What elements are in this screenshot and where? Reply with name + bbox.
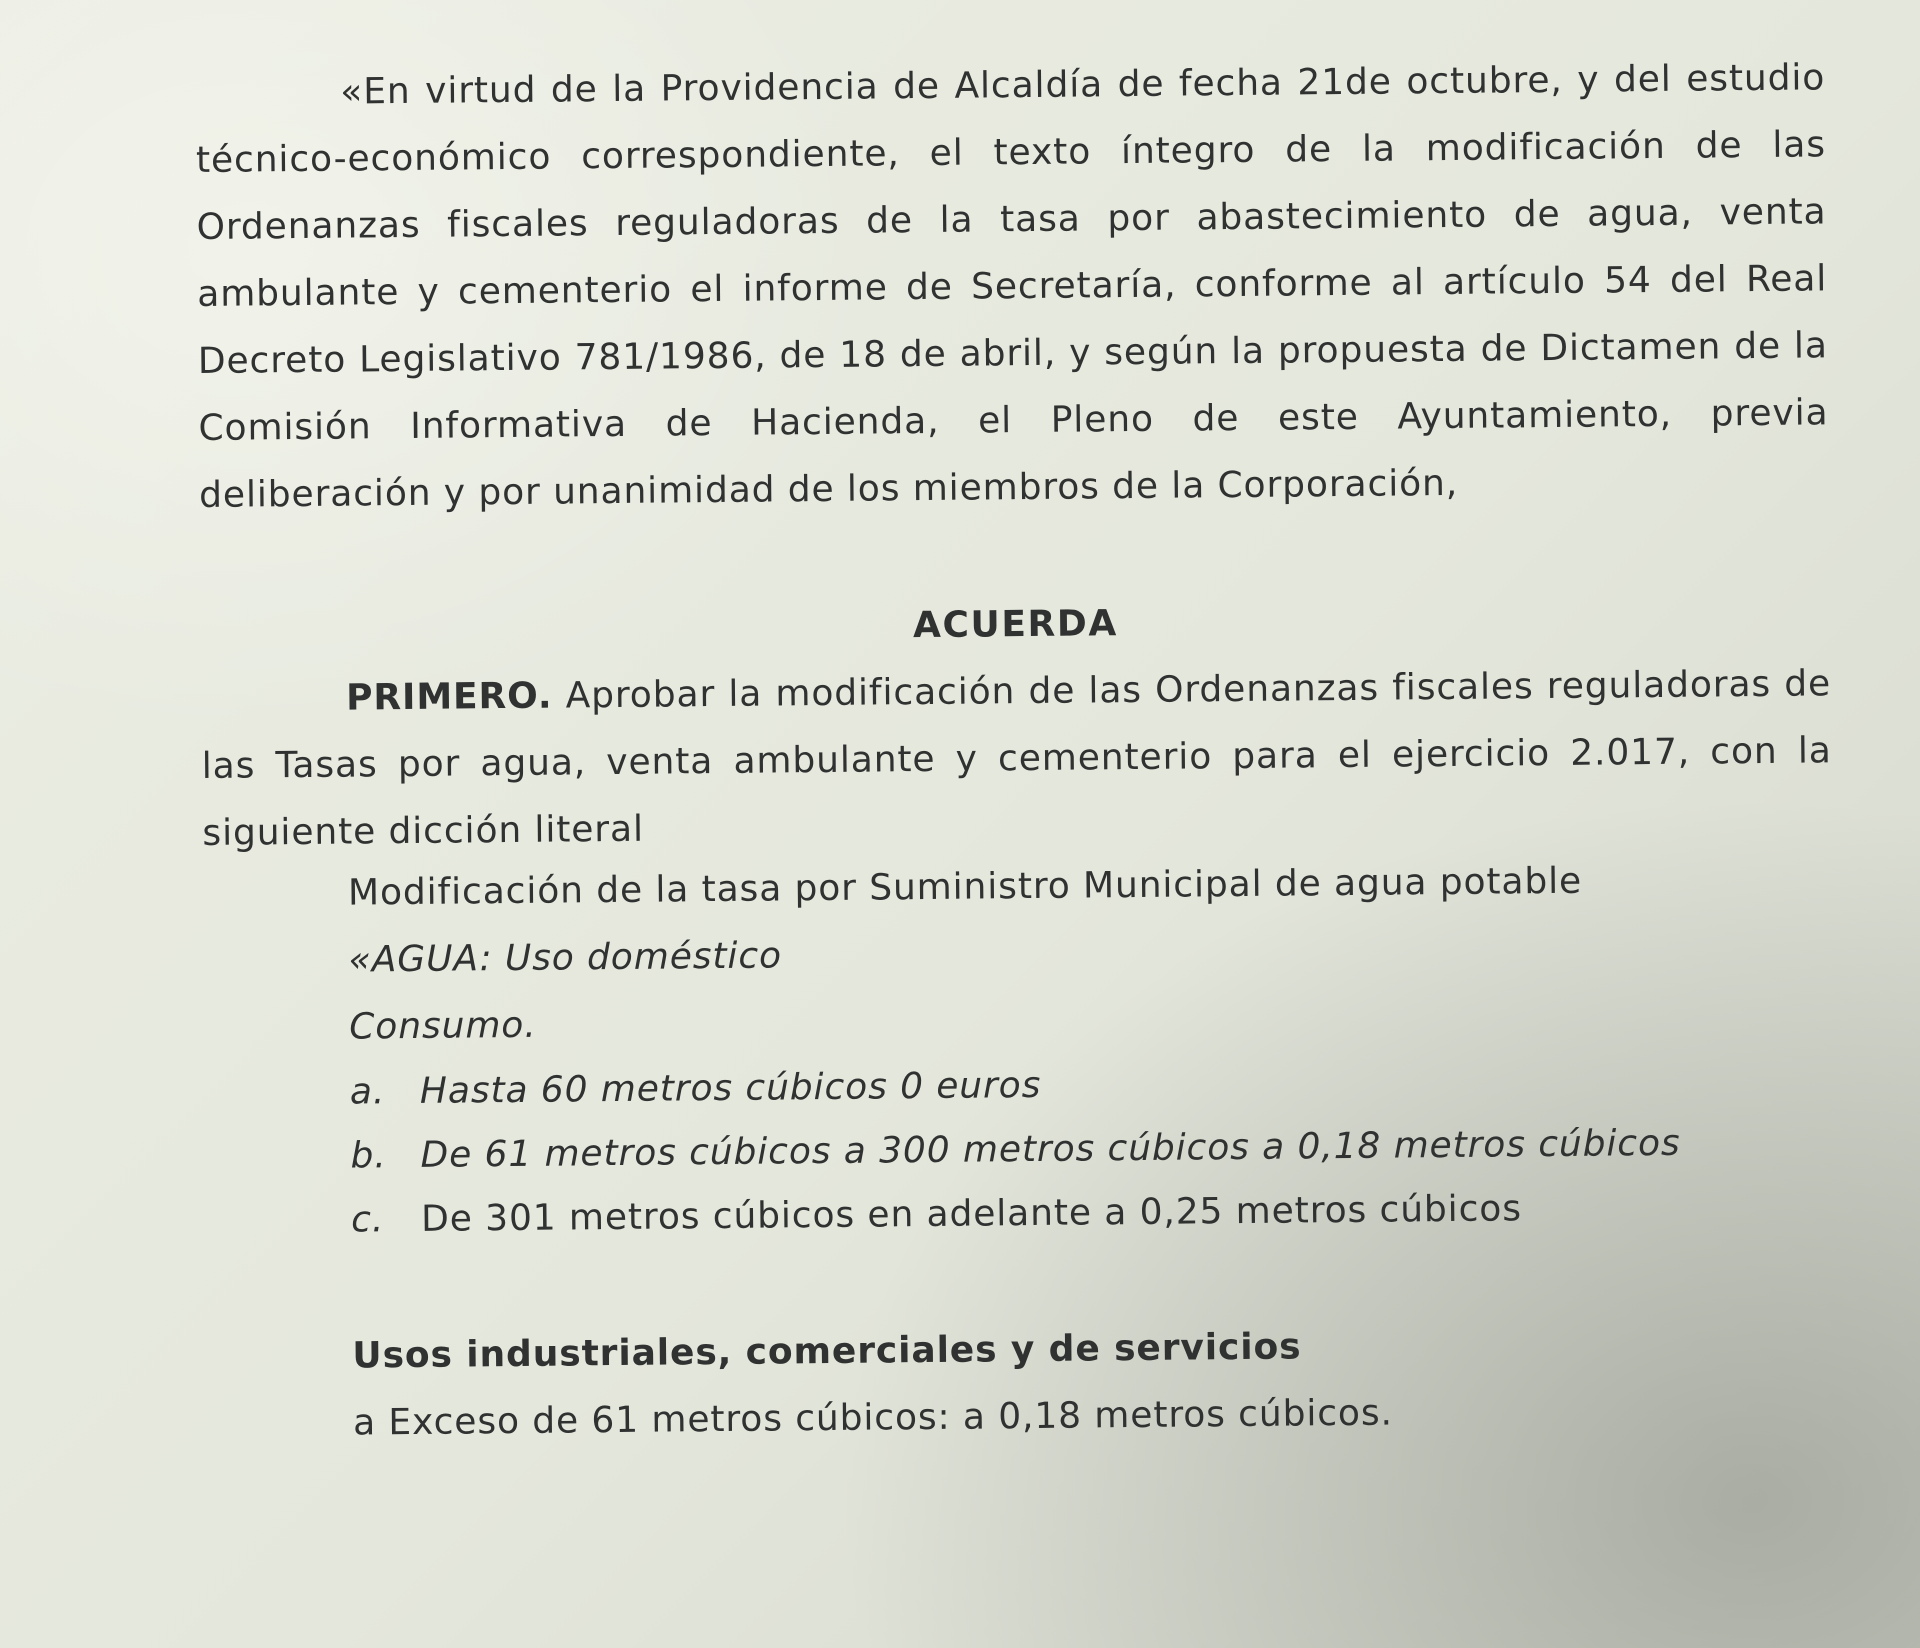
consumo-list [350, 1046, 1837, 1252]
primero-label: PRIMERO. [345, 675, 553, 719]
primero-paragraph [201, 650, 1833, 867]
document-content [195, 44, 1838, 1458]
intro-paragraph: «En virtud de la Providencia de Alcaldía de fecha 21de octubre, y del estudio técnico-económico correspondiente, el texto íntegro de la modificación de las Ordenanzas fiscales reguladoras de la tasa por abastecimiento de agua, venta ambulante y cementerio el informe de Secretaría, conforme al artículo 54 del Real Decreto Legislativo 781/1986, de 18 de abril, y según la propuesta de Dictamen de la Comisión Informativa de Hacienda, el Pleno de este Ayuntamiento, previa deliberación y por unanimidad de los miembros de la Corporación, [195, 57, 1829, 516]
list-marker: b. [350, 1135, 387, 1177]
acuerda-heading: ACUERDA [912, 603, 1119, 647]
modification-title: Modificación de la tasa por Suministro Municipal de agua potable [347, 860, 1583, 914]
list-item-text: De 301 metros cúbicos en adelante a 0,25 metros cúbicos [420, 1188, 1523, 1240]
industrial-heading: Usos industriales, comerciales y de servicios [352, 1326, 1302, 1377]
list-marker: a. [349, 1071, 386, 1113]
list-item-text: De 61 metros cúbicos a 300 metros cúbicos a 0,18 metros cúbicos [420, 1122, 1681, 1176]
industrial-text: a Exceso de 61 metros cúbicos: a 0,18 metros cúbicos. [352, 1392, 1394, 1444]
list-item-text: Hasta 60 metros cúbicos 0 euros [419, 1064, 1042, 1112]
agua-title: «AGUA: Uso doméstico [348, 935, 783, 981]
consumo-label: Consumo. [349, 1004, 537, 1048]
list-marker: c. [350, 1199, 385, 1241]
primero-text: Aprobar la modificación de las Ordenanzas fiscales reguladoras de las Tasas por agua, venta ambulante y cementerio para el ejercicio 2.017, con la siguiente dicción literal [201, 663, 1832, 854]
